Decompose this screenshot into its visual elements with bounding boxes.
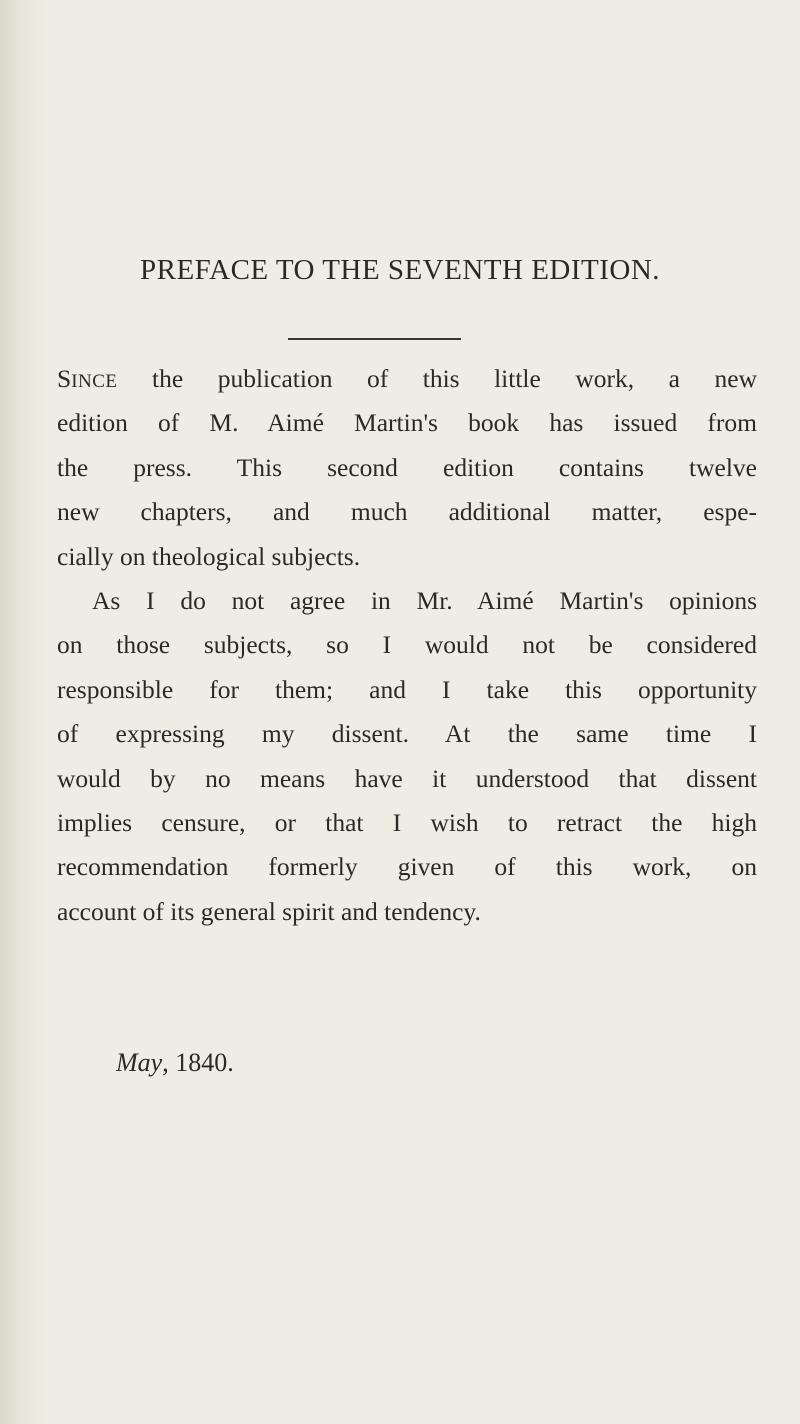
text-line: edition of M. Aimé Martin's book has issued from	[57, 408, 757, 438]
paragraph-2	[57, 579, 757, 934]
text-line: recommendation formerly given of this work, on	[57, 852, 757, 882]
line-text: the publication of this little work, a new	[117, 364, 757, 393]
date-year: , 1840.	[162, 1048, 234, 1077]
text-line: on those subjects, so I would not be considered	[57, 630, 757, 660]
signature-date	[116, 1043, 234, 1083]
preface-body	[57, 357, 757, 934]
drop-word-rest: INCE	[71, 371, 118, 392]
text-line: responsible for them; and I take this opportunity	[57, 674, 757, 704]
text-line: of expressing my dissent. At the same time I	[57, 719, 757, 749]
text-line	[57, 357, 757, 401]
paragraph-1	[57, 357, 757, 579]
text-line: new chapters, and much additional matter, espe-	[57, 497, 757, 527]
text-line: account of its general spirit and tendency.	[57, 896, 481, 926]
text-line: would by no means have it understood that dissent	[57, 763, 757, 793]
text-line: the press. This second edition contains twelve	[57, 452, 757, 482]
date-month: May	[116, 1048, 163, 1077]
page-title: PREFACE TO THE SEVENTH EDITION.	[139, 254, 661, 286]
text-line: As I do not agree in Mr. Aimé Martin's opinions	[92, 585, 757, 615]
title-divider	[288, 338, 461, 340]
drop-word-initial: S	[57, 364, 72, 393]
text-line: cially on theological subjects.	[57, 541, 361, 571]
text-line: implies censure, or that I wish to retract the high	[57, 807, 757, 837]
